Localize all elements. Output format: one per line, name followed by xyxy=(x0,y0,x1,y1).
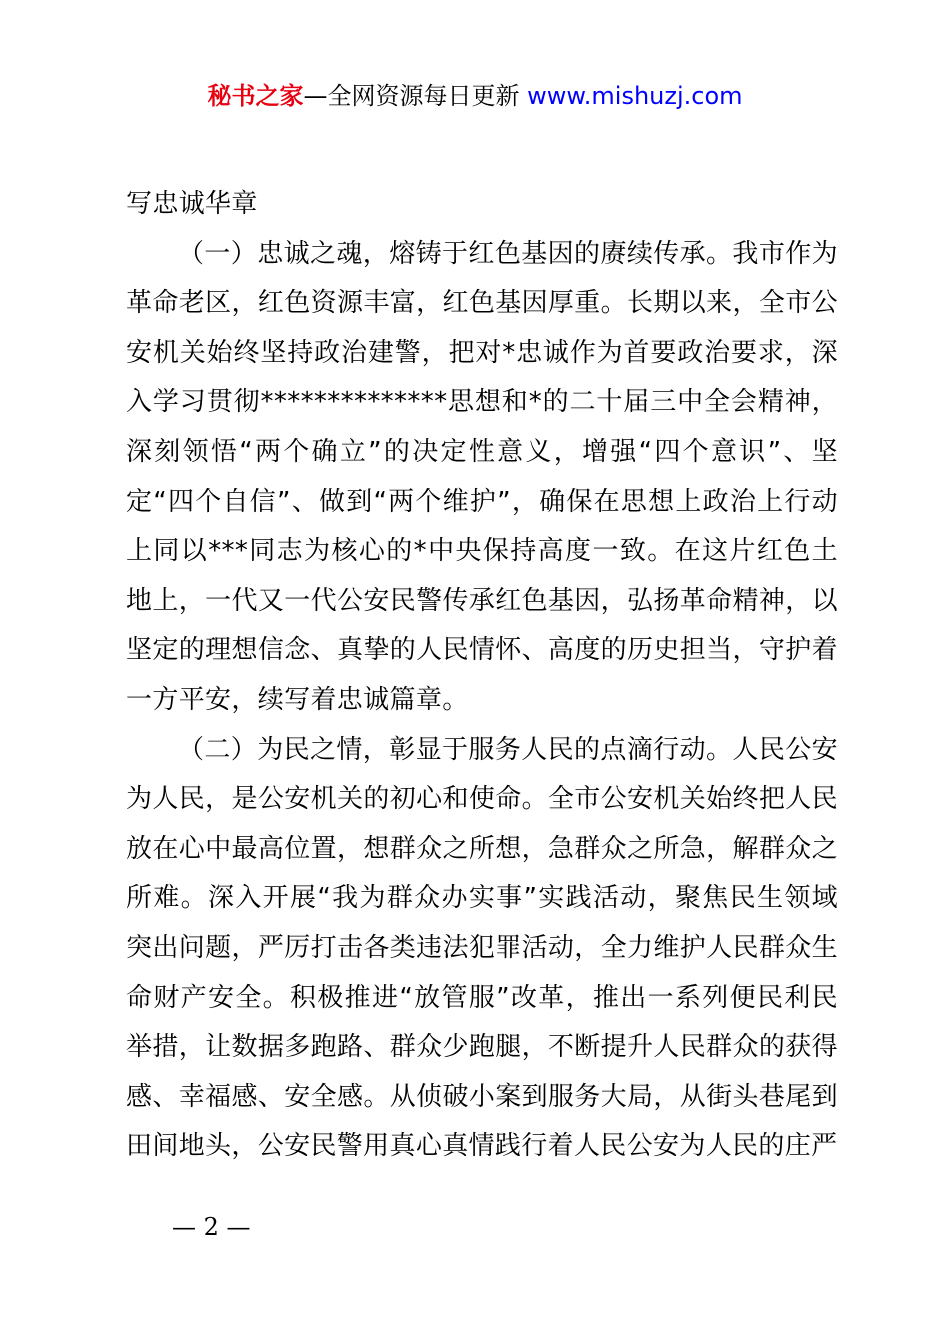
page-number: — 2 — xyxy=(172,1213,251,1241)
site-header xyxy=(0,80,950,112)
site-url-link[interactable]: www.mishuzj.com xyxy=(527,82,743,110)
document-body xyxy=(126,180,838,1172)
site-tagline: —全网资源每日更新 xyxy=(303,82,528,110)
site-brand: 秘书之家 xyxy=(207,82,304,110)
continuation-line: 写忠诚华章 xyxy=(126,189,258,219)
paragraph-loyalty: （一）忠诚之魂，熔铸于红色基因的赓续传承。我市作为革命老区，红色资源丰富，红色基因厚重。长期以来，全市公安机关始终坚持政治建警，把对*忠诚作为首要政治要求，深入学习贯彻**************思想和*的二十届三中全会精神，深刻领悟“两个确立”的决定性意义，增强“四个意识”、坚定“四个自信”、做到“两个维护”，确保在思想上政治上行动上同以***同志为核心的*中央保持高度一致。在这片红色土地上，一代又一代公安民警传承红色基因，弘扬革命精神，以坚定的理想信念、真挚的人民情怀、高度的历史担当，守护着一方平安，续写着忠诚篇章。 xyxy=(126,238,838,715)
paragraph-people: （二）为民之情，彰显于服务人民的点滴行动。人民公安为人民，是公安机关的初心和使命。全市公安机关始终把人民放在心中最高位置，想群众之所想，急群众之所急，解群众之所难。深入开展“我为群众办实事”实践活动，聚焦民生领域突出问题，严厉打击各类违法犯罪活动，全力维护人民群众生命财产安全。积极推进“放管服”改革，推出一系列便民利民举措，让数据多跑路、群众少跑腿，不断提升人民群众的获得感、幸福感、安全感。从侦破小案到服务大局，从街头巷尾到田间地头，公安民警用真心真情践行着人民公安为人民的庄严 xyxy=(126,734,838,1162)
